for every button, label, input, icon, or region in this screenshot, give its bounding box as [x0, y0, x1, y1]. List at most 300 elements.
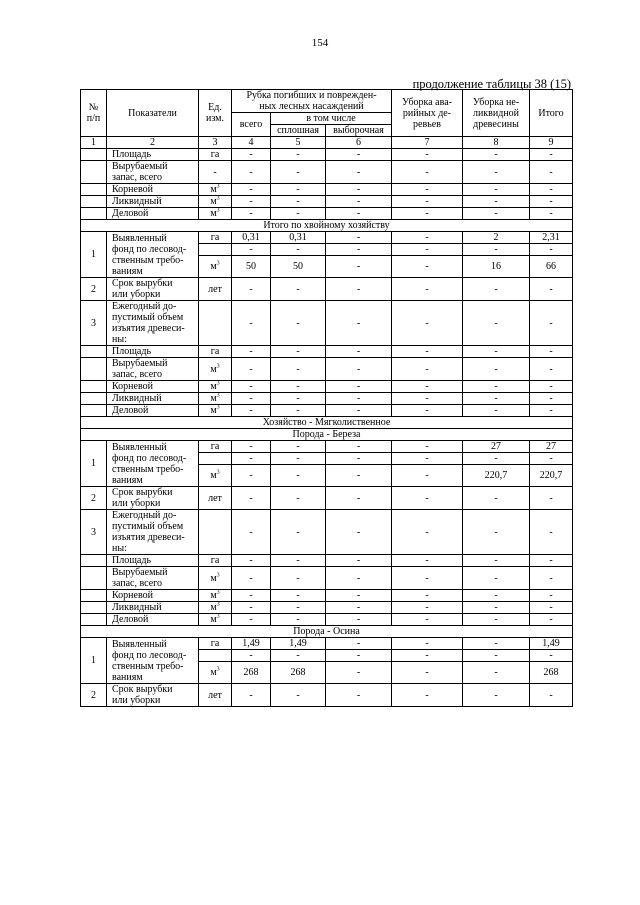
- value-cell: 268: [271, 662, 326, 684]
- header-felling-group: Рубка погибших и поврежден- ных лесных насаждений: [232, 90, 392, 113]
- table-row: [81, 393, 573, 405]
- unit-cell: [199, 196, 232, 208]
- value-cell: -: [530, 184, 573, 196]
- value-cell: -: [271, 567, 326, 590]
- value-cell: -: [326, 602, 392, 614]
- value-cell: -: [530, 555, 573, 567]
- value-cell: -: [232, 602, 271, 614]
- unit-cell: [199, 650, 232, 662]
- value-cell: -: [326, 149, 392, 161]
- value-cell: -: [271, 393, 326, 405]
- unit-superscript: 3: [216, 380, 220, 387]
- value-cell: -: [530, 614, 573, 626]
- value-cell: -: [392, 149, 463, 161]
- unit-text: га: [210, 555, 220, 566]
- value-cell: -: [392, 638, 463, 650]
- unit-cell: [199, 555, 232, 567]
- row-number: [81, 405, 107, 417]
- table-row: [81, 684, 573, 707]
- value-cell: -: [392, 405, 463, 417]
- table-row: [81, 590, 573, 602]
- column-number: 4: [232, 137, 271, 149]
- value-cell: -: [326, 196, 392, 208]
- value-cell: -: [271, 301, 326, 346]
- indicator-cell: Ежегодный до- пустимый объем изъятия древеси- ны:: [107, 301, 199, 346]
- value-cell: -: [271, 555, 326, 567]
- value-cell: 50: [232, 256, 271, 278]
- value-cell: -: [271, 650, 326, 662]
- column-number: 2: [107, 137, 199, 149]
- unit-superscript: 3: [216, 601, 220, 608]
- value-cell: -: [271, 453, 326, 465]
- value-cell: -: [326, 393, 392, 405]
- page-number: 154: [311, 37, 329, 49]
- unit-cell: [199, 381, 232, 393]
- unit-cell: [199, 301, 232, 346]
- value-cell: -: [530, 381, 573, 393]
- value-cell: -: [463, 567, 530, 590]
- value-cell: -: [392, 465, 463, 487]
- unit-cell: [199, 149, 232, 161]
- unit-text: га: [210, 232, 220, 243]
- value-cell: -: [392, 684, 463, 707]
- row-number: [81, 161, 107, 184]
- table-row: [81, 510, 573, 555]
- value-cell: -: [232, 567, 271, 590]
- section-header: Порода - Береза: [81, 429, 573, 441]
- header-indicator: Показатели: [107, 90, 199, 137]
- table-row: [81, 301, 573, 346]
- indicator-cell: Срок вырубки или уборки: [107, 684, 199, 707]
- value-cell: -: [326, 684, 392, 707]
- header-emergency: Уборка ава- рийных де- ревьев: [392, 90, 463, 137]
- value-cell: -: [463, 614, 530, 626]
- unit-text: м: [210, 196, 217, 207]
- indicator-cell: Выявленный фонд по лесовод- ственным требо- ваниям: [107, 638, 199, 684]
- value-cell: -: [232, 650, 271, 662]
- value-cell: -: [326, 184, 392, 196]
- value-cell: -: [392, 256, 463, 278]
- unit-text: лет: [208, 492, 222, 504]
- value-cell: -: [463, 278, 530, 301]
- value-cell: -: [463, 453, 530, 465]
- indicator-cell: Площадь: [107, 346, 199, 358]
- value-cell: -: [392, 602, 463, 614]
- value-cell: -: [326, 510, 392, 555]
- indicator-cell: Вырубаемый запас, всего: [107, 567, 199, 590]
- unit-text: га: [210, 149, 220, 160]
- value-cell: -: [463, 393, 530, 405]
- value-cell: -: [392, 487, 463, 510]
- value-cell: 0,31: [232, 232, 271, 244]
- header-illiquid: Уборка не- ликвидной древесины: [463, 90, 530, 137]
- column-number: 6: [326, 137, 392, 149]
- value-cell: -: [463, 301, 530, 346]
- value-cell: -: [232, 149, 271, 161]
- value-cell: -: [463, 602, 530, 614]
- row-number: 2: [81, 487, 107, 510]
- value-cell: -: [232, 196, 271, 208]
- table-row: [81, 405, 573, 417]
- unit-cell: [199, 161, 232, 184]
- indicator-cell: Ликвидный: [107, 196, 199, 208]
- value-cell: -: [530, 358, 573, 381]
- value-cell: -: [326, 638, 392, 650]
- table-row: [81, 161, 573, 184]
- value-cell: -: [232, 278, 271, 301]
- column-number: 9: [530, 137, 573, 149]
- unit-text: м: [210, 261, 217, 272]
- unit-text: м: [210, 405, 217, 416]
- unit-superscript: 3: [216, 469, 220, 476]
- value-cell: -: [326, 590, 392, 602]
- value-cell: -: [530, 453, 573, 465]
- value-cell: -: [326, 256, 392, 278]
- column-number: 8: [463, 137, 530, 149]
- header-clear: сплошная: [271, 125, 326, 137]
- unit-cell: [199, 256, 232, 278]
- indicator-cell: Выявленный фонд по лесовод- ственным требо- ваниям: [107, 441, 199, 487]
- unit-cell: [199, 567, 232, 590]
- section-row: [81, 220, 573, 232]
- unit-cell: [199, 346, 232, 358]
- value-cell: -: [530, 161, 573, 184]
- value-cell: 1,49: [232, 638, 271, 650]
- value-cell: -: [271, 161, 326, 184]
- value-cell: -: [392, 453, 463, 465]
- value-cell: -: [326, 614, 392, 626]
- indicator-cell: Деловой: [107, 405, 199, 417]
- unit-text: м: [210, 381, 217, 392]
- row-number: 1: [81, 232, 107, 278]
- value-cell: -: [530, 650, 573, 662]
- value-cell: -: [530, 487, 573, 510]
- table-row: [81, 232, 573, 244]
- value-cell: -: [392, 232, 463, 244]
- unit-superscript: 3: [216, 589, 220, 596]
- value-cell: -: [232, 393, 271, 405]
- value-cell: -: [271, 184, 326, 196]
- value-cell: -: [232, 381, 271, 393]
- value-cell: -: [271, 487, 326, 510]
- value-cell: -: [392, 510, 463, 555]
- value-cell: -: [232, 555, 271, 567]
- value-cell: -: [463, 208, 530, 220]
- value-cell: -: [232, 453, 271, 465]
- unit-cell: [199, 638, 232, 650]
- value-cell: -: [271, 405, 326, 417]
- unit-cell: [199, 441, 232, 453]
- value-cell: -: [463, 662, 530, 684]
- column-number: 3: [199, 137, 232, 149]
- value-cell: -: [392, 441, 463, 453]
- indicator-cell: Срок вырубки или уборки: [107, 278, 199, 301]
- value-cell: -: [392, 244, 463, 256]
- value-cell: -: [271, 149, 326, 161]
- row-number: [81, 590, 107, 602]
- value-cell: -: [392, 358, 463, 381]
- value-cell: -: [232, 346, 271, 358]
- value-cell: -: [271, 590, 326, 602]
- table-row: [81, 149, 573, 161]
- value-cell: -: [326, 278, 392, 301]
- unit-cell: [199, 208, 232, 220]
- unit-cell: [199, 393, 232, 405]
- value-cell: -: [530, 602, 573, 614]
- value-cell: -: [271, 441, 326, 453]
- value-cell: -: [326, 381, 392, 393]
- value-cell: -: [530, 684, 573, 707]
- table-row: [81, 346, 573, 358]
- value-cell: -: [392, 567, 463, 590]
- unit-cell: [199, 590, 232, 602]
- unit-text: м: [210, 208, 217, 219]
- table-row: [81, 487, 573, 510]
- value-cell: -: [392, 346, 463, 358]
- row-number: [81, 381, 107, 393]
- indicator-cell: Корневой: [107, 590, 199, 602]
- unit-superscript: 3: [216, 392, 220, 399]
- value-cell: -: [392, 161, 463, 184]
- value-cell: -: [463, 590, 530, 602]
- value-cell: 16: [463, 256, 530, 278]
- unit-superscript: 3: [216, 404, 220, 411]
- value-cell: -: [232, 358, 271, 381]
- row-number: 1: [81, 441, 107, 487]
- value-cell: -: [392, 278, 463, 301]
- value-cell: -: [463, 149, 530, 161]
- value-cell: -: [392, 555, 463, 567]
- value-cell: -: [530, 510, 573, 555]
- unit-superscript: 3: [216, 613, 220, 620]
- value-cell: -: [530, 405, 573, 417]
- value-cell: -: [530, 346, 573, 358]
- value-cell: -: [232, 684, 271, 707]
- value-cell: 1,49: [271, 638, 326, 650]
- column-number: 7: [392, 137, 463, 149]
- section-row: [81, 417, 573, 429]
- table-row: [81, 196, 573, 208]
- table-row: [81, 567, 573, 590]
- indicator-cell: Деловой: [107, 614, 199, 626]
- unit-cell: [199, 662, 232, 684]
- row-number: [81, 196, 107, 208]
- row-number: 2: [81, 278, 107, 301]
- value-cell: -: [326, 567, 392, 590]
- unit-superscript: 3: [216, 195, 220, 202]
- unit-superscript: 3: [216, 363, 220, 370]
- value-cell: -: [392, 301, 463, 346]
- value-cell: -: [271, 244, 326, 256]
- unit-text: м: [210, 184, 217, 195]
- value-cell: 2: [463, 232, 530, 244]
- value-cell: -: [463, 346, 530, 358]
- value-cell: -: [392, 381, 463, 393]
- value-cell: -: [463, 381, 530, 393]
- column-number: 5: [271, 137, 326, 149]
- header-unit: Ед. изм.: [199, 90, 232, 137]
- value-cell: -: [326, 244, 392, 256]
- unit-text: м: [210, 590, 217, 601]
- unit-text: -: [213, 166, 217, 178]
- row-number: 3: [81, 301, 107, 346]
- unit-text: га: [210, 638, 220, 649]
- value-cell: -: [326, 358, 392, 381]
- unit-cell: [199, 453, 232, 465]
- unit-text: м: [210, 667, 217, 678]
- unit-cell: [199, 487, 232, 510]
- unit-text: м: [210, 363, 217, 375]
- value-cell: -: [530, 208, 573, 220]
- value-cell: -: [463, 358, 530, 381]
- table-row: [81, 638, 573, 650]
- indicator-cell: Ликвидный: [107, 602, 199, 614]
- value-cell: -: [271, 278, 326, 301]
- indicator-cell: Площадь: [107, 555, 199, 567]
- value-cell: -: [392, 650, 463, 662]
- unit-cell: [199, 684, 232, 707]
- section-row: [81, 429, 573, 441]
- unit-text: га: [210, 346, 220, 357]
- value-cell: 220,7: [463, 465, 530, 487]
- unit-cell: [199, 405, 232, 417]
- value-cell: -: [271, 358, 326, 381]
- value-cell: -: [326, 346, 392, 358]
- section-header: Хозяйство - Мягколиственное: [81, 417, 573, 429]
- row-number: [81, 184, 107, 196]
- header-num: № п/п: [81, 90, 107, 137]
- value-cell: 0,31: [271, 232, 326, 244]
- table-row: [81, 614, 573, 626]
- value-cell: -: [530, 393, 573, 405]
- row-number: [81, 602, 107, 614]
- value-cell: -: [232, 184, 271, 196]
- value-cell: -: [530, 149, 573, 161]
- unit-cell: [199, 232, 232, 244]
- value-cell: -: [463, 684, 530, 707]
- value-cell: -: [463, 487, 530, 510]
- row-number: 1: [81, 638, 107, 684]
- value-cell: -: [232, 510, 271, 555]
- value-cell: -: [326, 662, 392, 684]
- value-cell: 27: [530, 441, 573, 453]
- table-caption: продолжение таблицы 38 (15): [412, 77, 571, 91]
- row-number: [81, 614, 107, 626]
- value-cell: 2,31: [530, 232, 573, 244]
- indicator-cell: Ежегодный до- пустимый объем изъятия древеси- ны:: [107, 510, 199, 555]
- unit-superscript: 3: [216, 260, 220, 267]
- value-cell: -: [232, 487, 271, 510]
- value-cell: -: [392, 184, 463, 196]
- indicator-cell: Вырубаемый запас, всего: [107, 358, 199, 381]
- value-cell: -: [392, 590, 463, 602]
- value-cell: -: [232, 208, 271, 220]
- unit-text: м: [210, 572, 217, 584]
- table-row: [81, 441, 573, 453]
- value-cell: -: [392, 393, 463, 405]
- value-cell: -: [271, 684, 326, 707]
- row-number: [81, 393, 107, 405]
- unit-text: га: [210, 441, 220, 452]
- value-cell: -: [392, 196, 463, 208]
- value-cell: -: [463, 650, 530, 662]
- row-number: [81, 567, 107, 590]
- value-cell: -: [326, 161, 392, 184]
- section-header: Итого по хвойному хозяйству: [81, 220, 573, 232]
- indicator-cell: Вырубаемый запас, всего: [107, 161, 199, 184]
- unit-text: м: [210, 614, 217, 625]
- value-cell: -: [232, 590, 271, 602]
- value-cell: -: [232, 405, 271, 417]
- value-cell: -: [232, 244, 271, 256]
- value-cell: 50: [271, 256, 326, 278]
- row-number: [81, 555, 107, 567]
- value-cell: -: [530, 278, 573, 301]
- indicator-cell: Ликвидный: [107, 393, 199, 405]
- indicator-cell: Срок вырубки или уборки: [107, 487, 199, 510]
- section-row: [81, 626, 573, 638]
- value-cell: -: [326, 301, 392, 346]
- value-cell: -: [271, 602, 326, 614]
- indicator-cell: Корневой: [107, 184, 199, 196]
- table-row: [81, 555, 573, 567]
- value-cell: -: [326, 208, 392, 220]
- value-cell: 66: [530, 256, 573, 278]
- unit-text: м: [210, 602, 217, 613]
- indicator-cell: Корневой: [107, 381, 199, 393]
- section-header: Порода - Осина: [81, 626, 573, 638]
- value-cell: -: [326, 453, 392, 465]
- unit-cell: [199, 614, 232, 626]
- value-cell: -: [392, 208, 463, 220]
- indicator-cell: Деловой: [107, 208, 199, 220]
- unit-cell: [199, 602, 232, 614]
- row-number: [81, 208, 107, 220]
- table-row: [81, 208, 573, 220]
- value-cell: -: [530, 567, 573, 590]
- value-cell: 1,49: [530, 638, 573, 650]
- column-number: 1: [81, 137, 107, 149]
- value-cell: -: [463, 555, 530, 567]
- value-cell: -: [271, 196, 326, 208]
- value-cell: -: [326, 555, 392, 567]
- value-cell: -: [326, 650, 392, 662]
- row-number: [81, 346, 107, 358]
- value-cell: -: [232, 614, 271, 626]
- unit-cell: [199, 184, 232, 196]
- unit-cell: [199, 278, 232, 301]
- value-cell: -: [326, 405, 392, 417]
- row-number: 3: [81, 510, 107, 555]
- unit-superscript: 3: [216, 207, 220, 214]
- value-cell: -: [463, 638, 530, 650]
- value-cell: -: [232, 465, 271, 487]
- row-number: [81, 149, 107, 161]
- value-cell: -: [463, 405, 530, 417]
- unit-text: лет: [208, 283, 222, 295]
- value-cell: 268: [232, 662, 271, 684]
- value-cell: -: [271, 510, 326, 555]
- value-cell: -: [271, 208, 326, 220]
- header-total: всего: [232, 113, 271, 137]
- value-cell: -: [232, 441, 271, 453]
- value-cell: -: [232, 161, 271, 184]
- table-row: [81, 278, 573, 301]
- unit-text: м: [210, 393, 217, 404]
- value-cell: -: [463, 184, 530, 196]
- value-cell: -: [530, 301, 573, 346]
- table-row: [81, 381, 573, 393]
